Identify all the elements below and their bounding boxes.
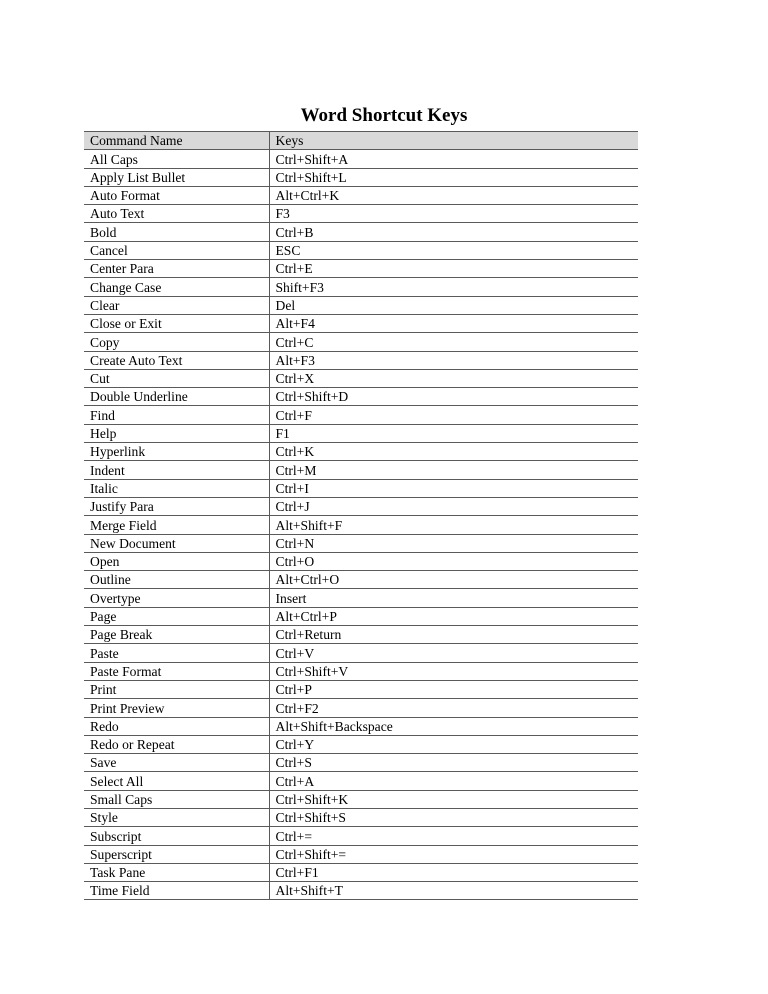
shortcut-keys-cell: Ctrl+Return [269,626,638,644]
shortcut-keys-cell: Ctrl+F1 [269,863,638,881]
table-row [84,754,638,772]
command-name-cell: Hyperlink [84,443,269,461]
table-body [84,150,638,900]
command-name-cell: Print [84,680,269,698]
shortcut-keys-cell: Ctrl+O [269,552,638,570]
command-name-cell: Copy [84,333,269,351]
shortcut-keys-cell: Ctrl+K [269,443,638,461]
shortcut-keys-cell: Ctrl+F2 [269,699,638,717]
command-name-cell: Save [84,754,269,772]
shortcut-keys-cell: Alt+Ctrl+O [269,571,638,589]
column-header-keys: Keys [269,132,638,150]
command-name-cell: Redo or Repeat [84,735,269,753]
shortcut-keys-cell: Ctrl+Shift+V [269,662,638,680]
table-row [84,443,638,461]
shortcut-keys-cell: Ctrl+Shift+A [269,150,638,168]
command-name-cell: Italic [84,479,269,497]
command-name-cell: Help [84,424,269,442]
table-row [84,644,638,662]
table-row [84,479,638,497]
command-name-cell: Paste Format [84,662,269,680]
table-row [84,845,638,863]
command-name-cell: Bold [84,223,269,241]
table-row [84,717,638,735]
shortcut-keys-cell: Ctrl+V [269,644,638,662]
table-row [84,388,638,406]
command-name-cell: Auto Text [84,205,269,223]
shortcut-keys-cell: Ctrl+I [269,479,638,497]
table-row [84,735,638,753]
table-row [84,406,638,424]
command-name-cell: Clear [84,296,269,314]
command-name-cell: Cut [84,369,269,387]
command-name-cell: Paste [84,644,269,662]
table-row [84,223,638,241]
shortcut-keys-cell: Ctrl+Y [269,735,638,753]
shortcut-keys-cell: Alt+Shift+F [269,516,638,534]
table-row [84,607,638,625]
command-name-cell: Select All [84,772,269,790]
column-header-command-name: Command Name [84,132,269,150]
command-name-cell: Print Preview [84,699,269,717]
command-name-cell: Overtype [84,589,269,607]
table-row [84,516,638,534]
shortcut-keys-cell: Ctrl+= [269,827,638,845]
shortcut-keys-cell: Insert [269,589,638,607]
shortcut-keys-cell: Ctrl+B [269,223,638,241]
shortcut-keys-cell: Alt+Shift+Backspace [269,717,638,735]
table-row [84,333,638,351]
command-name-cell: Merge Field [84,516,269,534]
command-name-cell: Create Auto Text [84,351,269,369]
table-row [84,205,638,223]
command-name-cell: Close or Exit [84,314,269,332]
shortcut-keys-cell: Ctrl+Shift+L [269,168,638,186]
command-name-cell: Time Field [84,882,269,900]
shortcut-keys-cell: Ctrl+F [269,406,638,424]
shortcut-keys-cell: Alt+F4 [269,314,638,332]
table-row [84,808,638,826]
shortcut-keys-cell: Ctrl+E [269,260,638,278]
table-row [84,296,638,314]
command-name-cell: Apply List Bullet [84,168,269,186]
table-row [84,186,638,204]
command-name-cell: Cancel [84,241,269,259]
command-name-cell: Double Underline [84,388,269,406]
table-row [84,680,638,698]
table-row [84,314,638,332]
command-name-cell: Outline [84,571,269,589]
table-row [84,626,638,644]
command-name-cell: Change Case [84,278,269,296]
command-name-cell: Auto Format [84,186,269,204]
shortcut-keys-cell: Shift+F3 [269,278,638,296]
shortcut-keys-cell: Alt+Shift+T [269,882,638,900]
shortcut-keys-cell: Ctrl+Shift+= [269,845,638,863]
shortcut-keys-cell: Alt+F3 [269,351,638,369]
table-row [84,589,638,607]
table-row [84,241,638,259]
shortcut-keys-cell: Alt+Ctrl+K [269,186,638,204]
shortcut-keys-cell: ESC [269,241,638,259]
table-row [84,424,638,442]
table-row [84,534,638,552]
table-row [84,497,638,515]
table-row [84,772,638,790]
command-name-cell: Justify Para [84,497,269,515]
table-row [84,278,638,296]
command-name-cell: Style [84,808,269,826]
table-row [84,571,638,589]
command-name-cell: Page Break [84,626,269,644]
shortcut-keys-cell: F3 [269,205,638,223]
shortcut-keys-cell: Ctrl+A [269,772,638,790]
shortcut-keys-cell: Ctrl+N [269,534,638,552]
command-name-cell: Small Caps [84,790,269,808]
shortcut-keys-cell: Ctrl+Shift+S [269,808,638,826]
command-name-cell: New Document [84,534,269,552]
command-name-cell: Subscript [84,827,269,845]
table-row [84,351,638,369]
table-row [84,882,638,900]
table-row [84,662,638,680]
table-row [84,150,638,168]
shortcut-keys-cell: Ctrl+Shift+D [269,388,638,406]
command-name-cell: All Caps [84,150,269,168]
command-name-cell: Indent [84,461,269,479]
table-row [84,790,638,808]
shortcut-keys-cell: Ctrl+P [269,680,638,698]
shortcut-keys-cell: Ctrl+C [269,333,638,351]
shortcut-keys-cell: Ctrl+S [269,754,638,772]
shortcut-keys-cell: Ctrl+Shift+K [269,790,638,808]
table-row [84,699,638,717]
shortcut-keys-cell: Ctrl+J [269,497,638,515]
shortcut-keys-cell: Ctrl+M [269,461,638,479]
page-title: Word Shortcut Keys [300,104,468,126]
table-row [84,552,638,570]
table-row [84,827,638,845]
shortcut-keys-cell: Del [269,296,638,314]
command-name-cell: Open [84,552,269,570]
table-row [84,260,638,278]
table-row [84,369,638,387]
command-name-cell: Find [84,406,269,424]
table-row [84,461,638,479]
table-header [84,132,638,150]
shortcut-keys-cell: F1 [269,424,638,442]
header-row [84,132,638,150]
table-row [84,168,638,186]
command-name-cell: Page [84,607,269,625]
command-name-cell: Redo [84,717,269,735]
shortcut-keys-cell: Alt+Ctrl+P [269,607,638,625]
shortcut-table [84,131,638,900]
table-row [84,863,638,881]
command-name-cell: Center Para [84,260,269,278]
shortcut-keys-cell: Ctrl+X [269,369,638,387]
command-name-cell: Superscript [84,845,269,863]
command-name-cell: Task Pane [84,863,269,881]
